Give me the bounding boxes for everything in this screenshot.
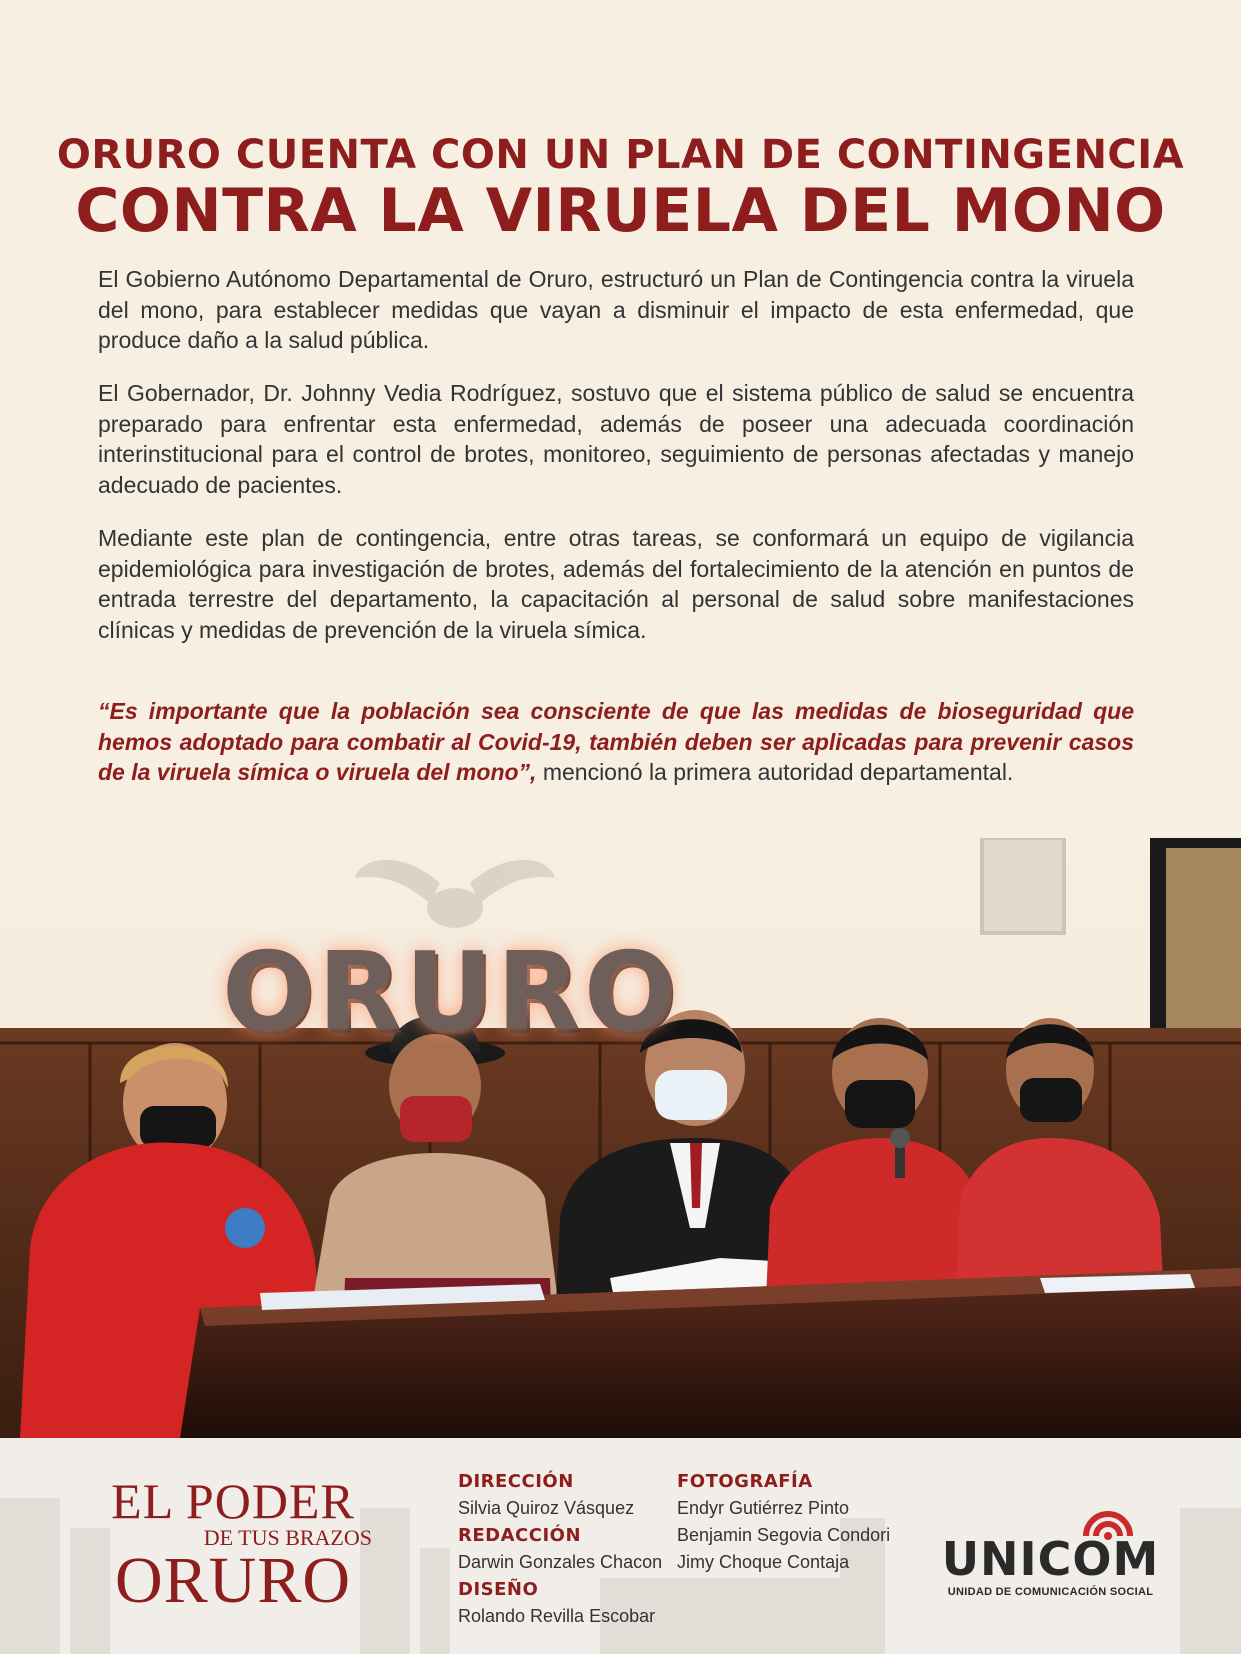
photo-scene <box>0 838 1241 1438</box>
direccion-name: Silvia Quiroz Vásquez <box>458 1498 635 1518</box>
unicom-subtitle: UNIDAD DE COMUNICACIÓN SOCIAL <box>947 1586 1154 1598</box>
credits-column-1 <box>458 1468 662 1630</box>
diseno-label: DISEÑO <box>458 1579 539 1600</box>
article-paragraph-3: Mediante este plan de contingencia, entre otras tareas, se conformará un equipo de vigilancia epidemiológica para investigación de brotes, además del fortalecimiento de la atención en puntos de entrada terrestre del departamento, la capacitación al personal de salud sobre manifestaciones clínicas y medidas de prevención de la viruela símica. <box>98 525 1134 643</box>
governor-quote: “Es importante que la población sea consciente de que las medidas de bioseguridad que hemos adoptado para combatir al Covid-19, también deben ser aplicadas para prevenir casos de la viruela símica o viruela del mono”, <box>98 698 1134 785</box>
fotografia-name-2: Benjamin Segovia Condori <box>677 1525 891 1545</box>
direccion-label: DIRECCIÓN <box>458 1471 574 1492</box>
brand-line-1: EL PODER <box>111 1473 355 1529</box>
diseno-name: Rolando Revilla Escobar <box>458 1606 656 1626</box>
credits-column-2 <box>677 1468 890 1576</box>
fotografia-name-1: Endyr Gutiérrez Pinto <box>677 1498 850 1518</box>
article-paragraph-1: El Gobierno Autónomo Departamental de Oruro, estructuró un Plan de Contingencia contra la viruela del mono, para establecer medidas que vayan a disminuir el impacto de esta enfermedad, que produce daño a la salud pública. <box>98 266 1134 353</box>
footer <box>0 1438 1241 1654</box>
press-conference-photo <box>0 838 1241 1438</box>
redaccion-label: REDACCIÓN <box>458 1525 582 1546</box>
fotografia-name-3: Jimy Choque Contaja <box>677 1552 850 1572</box>
article-paragraph-2: El Gobernador, Dr. Johnny Vedia Rodríguez, sostuvo que el sistema público de salud se encuentra preparado para enfrentar esta enfermedad, además de poseer una adecuada coordinación interinstitucional para el control de brotes, monitoreo, seguimiento de personas afectadas y manejo adecuado de pacientes. <box>98 380 1134 498</box>
article-paragraph-4 <box>98 696 1134 788</box>
unicom-logo <box>928 1502 1173 1602</box>
unicom-name: UNICOM <box>941 1532 1160 1586</box>
el-poder-de-tus-brazos-logo <box>88 1473 378 1617</box>
headline-line-1: ORURO CUENTA CON UN PLAN DE CONTINGENCIA <box>56 132 1185 178</box>
redaccion-name: Darwin Gonzales Chacon <box>458 1552 663 1572</box>
oruro-wall-sign: ORURO <box>222 930 680 1055</box>
fotografia-label: FOTOGRAFÍA <box>677 1471 813 1492</box>
brand-line-2: DE TUS BRAZOS <box>203 1525 372 1550</box>
wall-frame <box>982 838 1064 933</box>
headline-line-2: CONTRA LA VIRUELA DEL MONO <box>75 176 1166 246</box>
brand-line-3: ORURO <box>114 1544 352 1617</box>
quote-attribution: mencionó la primera autoridad departamental. <box>536 759 1014 785</box>
